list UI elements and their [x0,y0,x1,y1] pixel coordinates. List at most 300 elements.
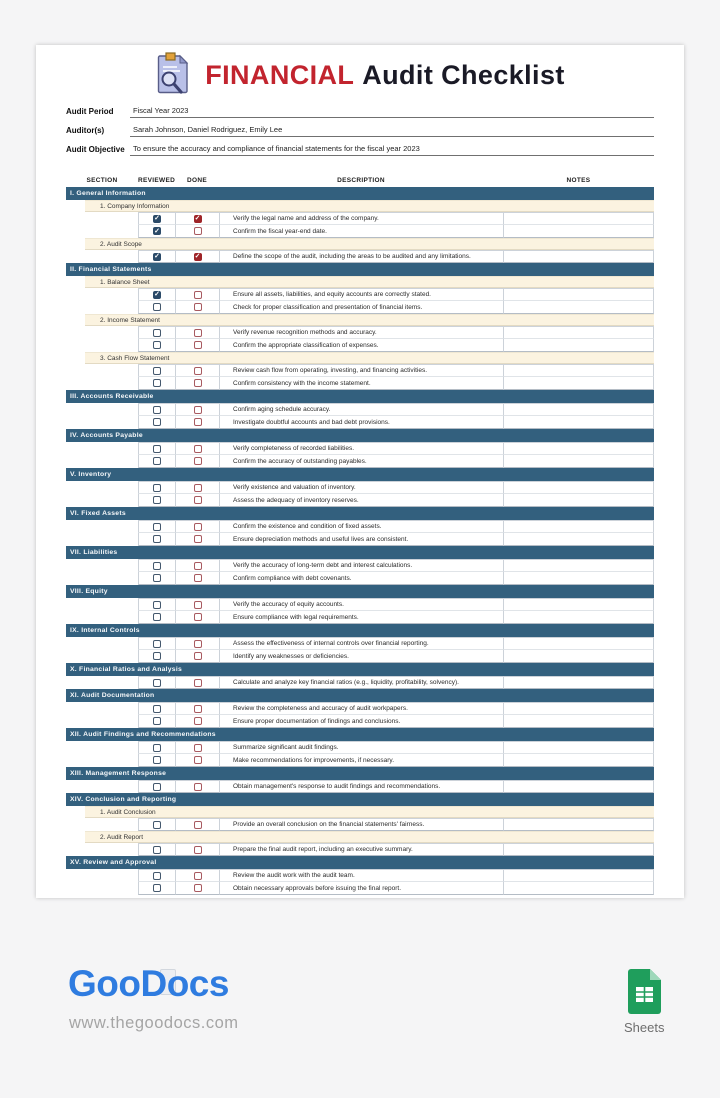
done-checkbox[interactable] [194,329,202,337]
goodocs-logo[interactable]: GooDocs [68,963,229,1004]
done-cell [175,572,219,585]
row-description: Assess the effectiveness of internal controls over financial reporting. [219,637,503,650]
audit-objective-label: Audit Objective [66,145,125,154]
reviewed-cell [138,869,175,882]
row-notes[interactable] [503,559,654,572]
reviewed-cell [138,377,175,390]
done-checkbox[interactable] [194,679,202,687]
section-header: XI. Audit Documentation [66,689,654,702]
row-description: Confirm the existence and condition of fixed assets. [219,520,503,533]
reviewed-checkbox[interactable] [153,329,161,337]
checklist-row [66,212,654,225]
reviewed-cell [138,559,175,572]
done-cell [175,741,219,754]
reviewed-cell [138,442,175,455]
reviewed-checkbox[interactable] [153,303,161,311]
row-description: Review cash flow from operating, investing, and financing activities. [219,364,503,377]
section-header: III. Accounts Receivable [66,390,654,403]
checklist-row [66,843,654,856]
row-description: Confirm the fiscal year-end date. [219,225,503,238]
done-checkbox[interactable] [194,717,202,725]
reviewed-checkbox[interactable] [153,783,161,791]
reviewed-checkbox[interactable] [153,484,161,492]
row-notes[interactable] [503,869,654,882]
section-header: XIV. Conclusion and Reporting [66,793,654,806]
done-checkbox[interactable] [194,872,202,880]
row-description: Ensure compliance with legal requirements. [219,611,503,624]
reviewed-cell [138,533,175,546]
done-checkbox[interactable] [194,379,202,387]
checklist-row [66,869,654,882]
reviewed-cell [138,520,175,533]
row-notes[interactable] [503,455,654,468]
row-notes[interactable] [503,598,654,611]
done-checkbox[interactable] [194,613,202,621]
reviewed-checkbox[interactable] [153,705,161,713]
section-header: V. Inventory [66,468,654,481]
section-header: IX. Internal Controls [66,624,654,637]
reviewed-checkbox[interactable] [153,821,161,829]
done-checkbox[interactable] [194,418,202,426]
reviewed-checkbox[interactable] [153,406,161,414]
section-column-spacer [66,843,138,856]
checklist-row [66,442,654,455]
row-notes[interactable] [503,326,654,339]
row-notes[interactable] [503,520,654,533]
row-notes[interactable] [503,637,654,650]
section-column-spacer [66,250,138,263]
done-cell [175,559,219,572]
checklist-row [66,702,654,715]
section-column-spacer [66,676,138,689]
row-notes[interactable] [503,288,654,301]
reviewed-checkbox[interactable] [153,496,161,504]
done-checkbox[interactable] [194,756,202,764]
checklist-row [66,339,654,352]
reviewed-checkbox[interactable] [153,601,161,609]
row-notes[interactable] [503,780,654,793]
done-cell [175,442,219,455]
checklist-row [66,559,654,572]
subsection-header: 2. Audit Report [85,831,654,843]
done-checkbox[interactable] [194,574,202,582]
row-description: Investigate doubtful accounts and bad debt provisions. [219,416,503,429]
done-checkbox[interactable] [194,640,202,648]
section-column-spacer [66,301,138,314]
reviewed-cell [138,494,175,507]
checklist-row [66,676,654,689]
row-notes[interactable] [503,818,654,831]
column-header: REVIEWED [138,177,176,184]
done-checkbox[interactable] [194,445,202,453]
sheets-icon [628,1001,661,1018]
reviewed-checkbox[interactable] [153,291,161,299]
row-description: Ensure proper documentation of findings and conclusions. [219,715,503,728]
row-notes[interactable] [503,715,654,728]
reviewed-cell [138,416,175,429]
subsection-header: 3. Cash Flow Statement [85,352,654,364]
reviewed-checkbox[interactable] [153,640,161,648]
section-column-spacer [66,702,138,715]
row-description: Verify existence and valuation of inventory. [219,481,503,494]
checklist-row [66,818,654,831]
checklist-row [66,533,654,546]
row-description: Make recommendations for improvements, if necessary. [219,754,503,767]
done-cell [175,301,219,314]
reviewed-checkbox[interactable] [153,884,161,892]
done-checkbox[interactable] [194,496,202,504]
done-checkbox[interactable] [194,846,202,854]
done-cell [175,715,219,728]
reviewed-checkbox[interactable] [153,562,161,570]
checklist-row [66,572,654,585]
section-column-spacer [66,326,138,339]
row-description: Review the completeness and accuracy of audit workpapers. [219,702,503,715]
row-description: Review the audit work with the audit team. [219,869,503,882]
column-header: NOTES [566,177,591,184]
reviewed-checkbox[interactable] [153,253,161,261]
audit-objective-field [66,137,654,156]
section-column-spacer [66,455,138,468]
section-header: XV. Review and Approval [66,856,654,869]
done-checkbox[interactable] [194,523,202,531]
reviewed-cell [138,212,175,225]
section-column-spacer [66,520,138,533]
done-checkbox[interactable] [194,484,202,492]
row-description: Obtain management's response to audit findings and recommendations. [219,780,503,793]
row-notes[interactable] [503,339,654,352]
checklist-row [66,780,654,793]
checklist-row [66,611,654,624]
done-checkbox[interactable] [194,341,202,349]
section-column-spacer [66,377,138,390]
done-checkbox[interactable] [194,744,202,752]
row-notes[interactable] [503,650,654,663]
checklist-row [66,403,654,416]
row-description: Prepare the final audit report, including an executive summary. [219,843,503,856]
section-header: II. Financial Statements [66,263,654,276]
done-cell [175,377,219,390]
section-column-spacer [66,882,138,895]
section-column-spacer [66,416,138,429]
reviewed-cell [138,741,175,754]
row-notes[interactable] [503,403,654,416]
reviewed-checkbox[interactable] [153,379,161,387]
row-description: Assess the adequacy of inventory reserves. [219,494,503,507]
done-cell [175,326,219,339]
section-column-spacer [66,481,138,494]
done-cell [175,869,219,882]
reviewed-checkbox[interactable] [153,367,161,375]
done-cell [175,611,219,624]
reviewed-cell [138,455,175,468]
section-column-spacer [66,559,138,572]
reviewed-checkbox[interactable] [153,756,161,764]
done-checkbox[interactable] [194,705,202,713]
section-column-spacer [66,650,138,663]
row-notes[interactable] [503,364,654,377]
section-column-spacer [66,754,138,767]
row-description: Verify revenue recognition methods and accuracy. [219,326,503,339]
subsection-header: 2. Income Statement [85,314,654,326]
section-column-spacer [66,533,138,546]
checklist-row [66,520,654,533]
audit-objective-input[interactable]: To ensure the accuracy and compliance of financial statements for the fiscal year 2023 [130,144,654,156]
done-cell [175,637,219,650]
checklist-row [66,882,654,895]
row-notes[interactable] [503,533,654,546]
row-notes[interactable] [503,250,654,263]
row-description: Confirm the accuracy of outstanding payables. [219,455,503,468]
row-notes[interactable] [503,442,654,455]
reviewed-checkbox[interactable] [153,445,161,453]
done-cell [175,882,219,895]
checklist-row [66,494,654,507]
audit-period-input[interactable]: Fiscal Year 2023 [130,106,654,118]
done-cell [175,364,219,377]
reviewed-cell [138,780,175,793]
checklist-row [66,225,654,238]
done-checkbox[interactable] [194,535,202,543]
reviewed-checkbox[interactable] [153,457,161,465]
done-cell [175,225,219,238]
row-description: Confirm consistency with the income statement. [219,377,503,390]
row-description: Verify the accuracy of equity accounts. [219,598,503,611]
reviewed-cell [138,818,175,831]
row-notes[interactable] [503,843,654,856]
checklist-row [66,364,654,377]
row-notes[interactable] [503,494,654,507]
table-header-row [66,174,654,187]
section-column-spacer [66,403,138,416]
row-description: Confirm aging schedule accuracy. [219,403,503,416]
column-header: SECTION [86,177,118,184]
done-cell [175,288,219,301]
audit-info-form [36,99,684,156]
section-column-spacer [66,442,138,455]
section-column-spacer [66,611,138,624]
section-column-spacer [66,818,138,831]
subsection-header: 1. Company Information [85,200,654,212]
reviewed-cell [138,754,175,767]
reviewed-checkbox[interactable] [153,341,161,349]
document-page [36,45,684,898]
reviewed-cell [138,598,175,611]
reviewed-checkbox[interactable] [153,535,161,543]
section-column-spacer [66,288,138,301]
reviewed-cell [138,339,175,352]
reviewed-cell [138,650,175,663]
checklist-row [66,715,654,728]
section-column-spacer [66,339,138,352]
reviewed-cell [138,843,175,856]
done-cell [175,843,219,856]
checklist-body [66,187,654,895]
row-notes[interactable] [503,212,654,225]
done-cell [175,494,219,507]
done-checkbox[interactable] [194,562,202,570]
reviewed-cell [138,301,175,314]
done-checkbox[interactable] [194,303,202,311]
done-cell [175,339,219,352]
checklist-row [66,326,654,339]
row-notes[interactable] [503,301,654,314]
done-cell [175,780,219,793]
section-header: X. Financial Ratios and Analysis [66,663,654,676]
row-description: Summarize significant audit findings. [219,741,503,754]
row-notes[interactable] [503,882,654,895]
done-checkbox[interactable] [194,215,202,223]
reviewed-checkbox[interactable] [153,717,161,725]
sheets-label: Sheets [624,1020,665,1035]
done-checkbox[interactable] [194,783,202,791]
reviewed-cell [138,326,175,339]
section-header: IV. Accounts Payable [66,429,654,442]
section-column-spacer [66,598,138,611]
row-notes[interactable] [503,481,654,494]
done-cell [175,754,219,767]
done-cell [175,416,219,429]
audit-period-field [66,99,654,118]
done-cell [175,403,219,416]
website-link[interactable]: www.thegoodocs.com [69,1014,239,1032]
row-description: Calculate and analyze key financial ratios (e.g., liquidity, profitability, solvency). [219,676,503,689]
checklist-row [66,416,654,429]
row-description: Ensure all assets, liabilities, and equity accounts are correctly stated. [219,288,503,301]
reviewed-cell [138,364,175,377]
done-cell [175,818,219,831]
audit-period-label: Audit Period [66,107,114,116]
row-description: Identify any weaknesses or deficiencies. [219,650,503,663]
reviewed-cell [138,676,175,689]
reviewed-checkbox[interactable] [153,846,161,854]
section-header: VII. Liabilities [66,546,654,559]
reviewed-checkbox[interactable] [153,872,161,880]
done-checkbox[interactable] [194,652,202,660]
section-header: VIII. Equity [66,585,654,598]
reviewed-cell [138,611,175,624]
row-notes[interactable] [503,754,654,767]
page-title [205,60,565,91]
document-header [36,45,684,97]
reviewed-checkbox[interactable] [153,574,161,582]
section-header: XIII. Management Response [66,767,654,780]
reviewed-checkbox[interactable] [153,679,161,687]
reviewed-checkbox[interactable] [153,613,161,621]
section-column-spacer [66,364,138,377]
google-sheets-badge [624,969,664,1035]
reviewed-checkbox[interactable] [153,744,161,752]
section-header: XII. Audit Findings and Recommendations [66,728,654,741]
reviewed-cell [138,572,175,585]
done-checkbox[interactable] [194,227,202,235]
checklist-row [66,754,654,767]
section-column-spacer [66,212,138,225]
auditors-field [66,118,654,137]
reviewed-checkbox[interactable] [153,227,161,235]
row-description: Verify completeness of recorded liabilities. [219,442,503,455]
row-notes[interactable] [503,225,654,238]
row-notes[interactable] [503,702,654,715]
reviewed-checkbox[interactable] [153,215,161,223]
column-header: DESCRIPTION [337,177,385,184]
section-header: VI. Fixed Assets [66,507,654,520]
done-cell [175,212,219,225]
checklist-row [66,377,654,390]
checklist-row [66,481,654,494]
done-cell [175,481,219,494]
checklist-row [66,637,654,650]
checklist-row [66,301,654,314]
subsection-header: 1. Balance Sheet [85,276,654,288]
done-checkbox[interactable] [194,601,202,609]
reviewed-checkbox[interactable] [153,523,161,531]
section-header: I. General Information [66,187,654,200]
checklist-row [66,650,654,663]
reviewed-cell [138,702,175,715]
reviewed-checkbox[interactable] [153,652,161,660]
reviewed-cell [138,481,175,494]
done-cell [175,702,219,715]
done-checkbox[interactable] [194,821,202,829]
reviewed-cell [138,715,175,728]
row-notes[interactable] [503,741,654,754]
done-checkbox[interactable] [194,884,202,892]
row-description: Confirm compliance with debt covenants. [219,572,503,585]
row-notes[interactable] [503,377,654,390]
done-cell [175,250,219,263]
done-cell [175,598,219,611]
reviewed-checkbox[interactable] [153,418,161,426]
section-column-spacer [66,225,138,238]
row-description: Verify the accuracy of long-term debt and interest calculations. [219,559,503,572]
subsection-header: 2. Audit Scope [85,238,654,250]
row-description: Check for proper classification and presentation of financial items. [219,301,503,314]
row-notes[interactable] [503,416,654,429]
section-column-spacer [66,637,138,650]
subsection-header: 1. Audit Conclusion [85,806,654,818]
checklist-row [66,741,654,754]
done-checkbox[interactable] [194,406,202,414]
done-cell [175,650,219,663]
page-title-financial: FINANCIAL [205,59,355,90]
section-column-spacer [66,780,138,793]
reviewed-cell [138,288,175,301]
row-notes[interactable] [503,611,654,624]
checklist-row [66,455,654,468]
done-checkbox[interactable] [194,457,202,465]
column-header: DONE [187,177,207,184]
audit-document-icon [155,52,192,99]
row-notes[interactable] [503,676,654,689]
reviewed-cell [138,882,175,895]
row-notes[interactable] [503,572,654,585]
done-checkbox[interactable] [194,253,202,261]
row-description: Ensure depreciation methods and useful lives are consistent. [219,533,503,546]
section-column-spacer [66,741,138,754]
done-cell [175,520,219,533]
row-description: Define the scope of the audit, including the areas to be audited and any limitations. [219,250,503,263]
done-checkbox[interactable] [194,367,202,375]
reviewed-cell [138,225,175,238]
done-cell [175,455,219,468]
checklist-row [66,598,654,611]
section-column-spacer [66,869,138,882]
section-column-spacer [66,494,138,507]
section-column-spacer [66,572,138,585]
done-checkbox[interactable] [194,291,202,299]
auditors-input[interactable]: Sarah Johnson, Daniel Rodriguez, Emily Lee [130,125,654,137]
